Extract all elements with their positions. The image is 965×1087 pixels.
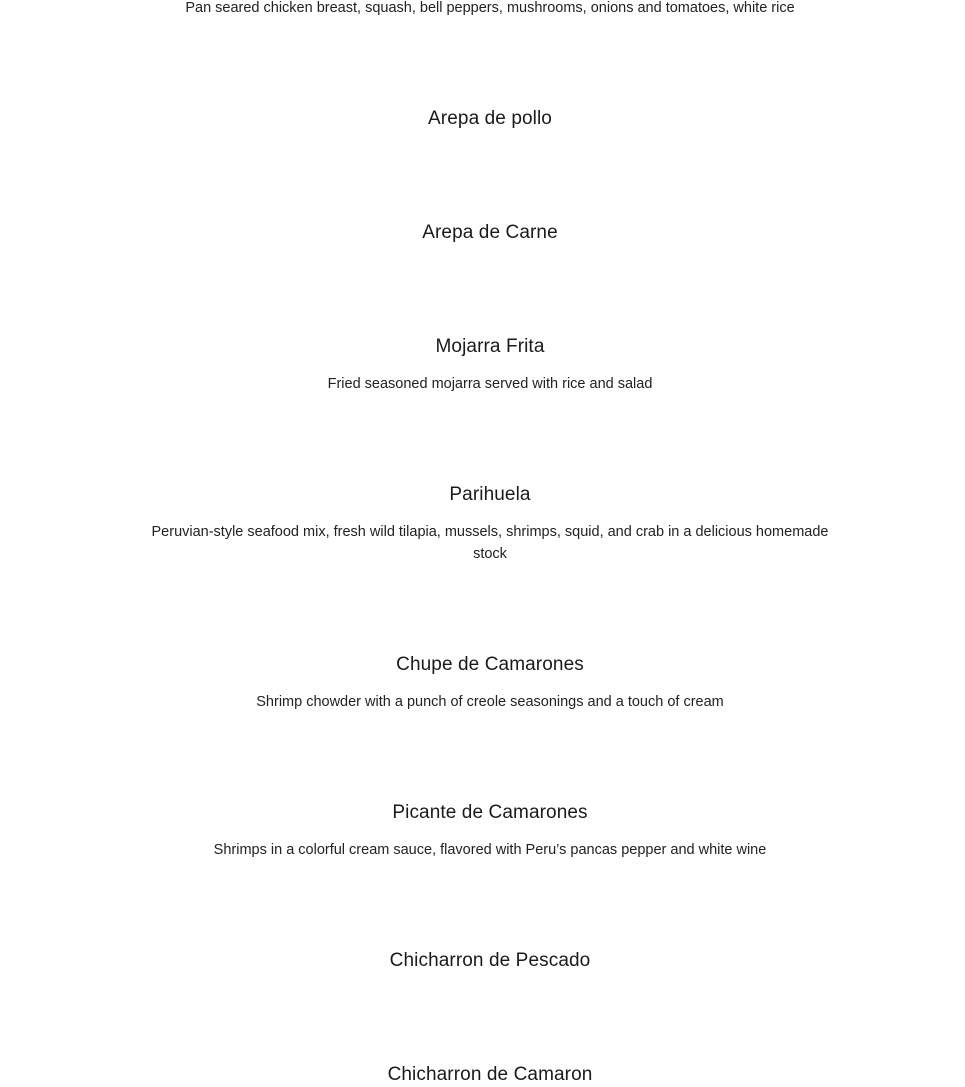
menu-item-name: Picante de Camarones [392,802,588,823]
menu-item-description: Pan seared chicken breast, squash, bell peppers, mushrooms, onions and tomatoes, white rice [185,0,795,16]
menu-item-description: Shrimps in a colorful cream sauce, flavored with Peru’s pancas pepper and white wine [213,842,767,858]
menu-item-name: Chicharron de Pescado [389,950,591,971]
menu-item-name: Chupe de Camarones [396,654,584,675]
menu-item-description: Fried seasoned mojarra served with rice and salad [327,376,653,392]
menu-item-name: Parihuela [449,484,531,505]
menu-item-name: Mojarra Frita [435,336,545,357]
menu-item-description: Shrimp chowder with a punch of creole seasonings and a touch of cream [256,694,724,710]
menu-item-name: Arepa de pollo [428,108,552,129]
menu-item-name: Chicharron de Camaron [387,1064,593,1085]
menu-item-name: Arepa de Carne [422,222,558,243]
menu-item-description: Peruvian-style seafood mix, fresh wild tilapia, mussels, shrimps, squid, and crab in a delicious homemade stock [151,524,829,562]
